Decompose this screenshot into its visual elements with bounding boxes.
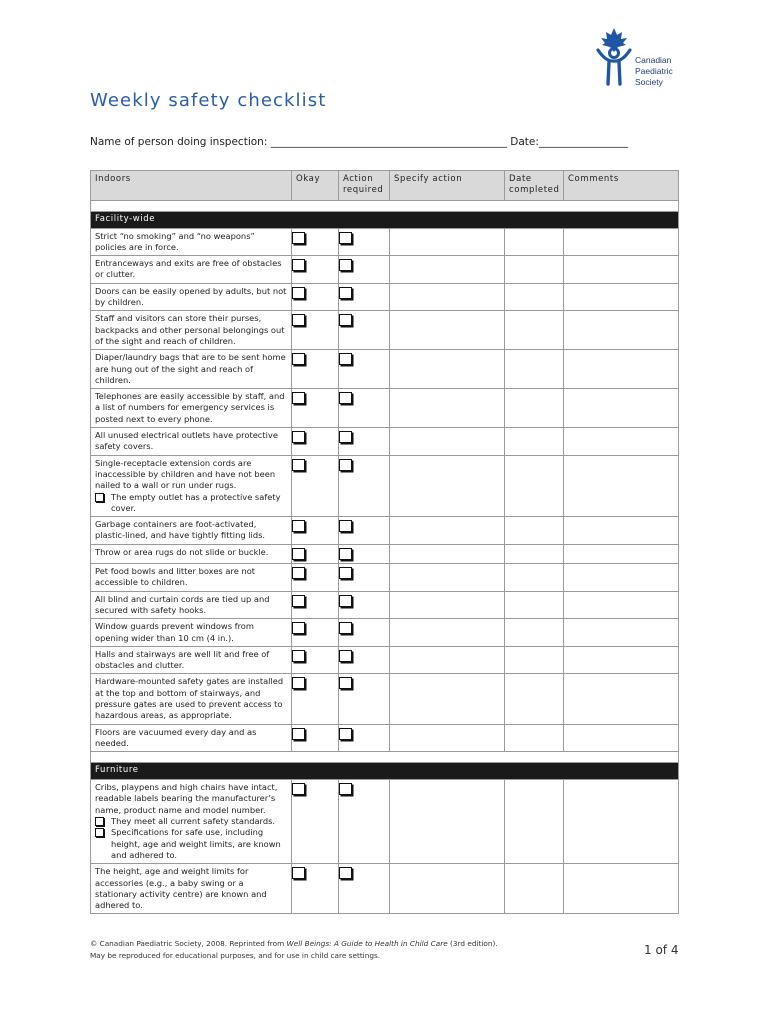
action-required-checkbox-cell bbox=[339, 228, 390, 256]
action-required-checkbox-cell bbox=[339, 517, 390, 545]
okay-checkbox[interactable] bbox=[292, 459, 305, 471]
checklist-row bbox=[91, 455, 679, 516]
spacer-row bbox=[91, 752, 679, 763]
header-specify-action: Specify action bbox=[390, 171, 505, 201]
specify-action-cell[interactable] bbox=[390, 780, 505, 864]
section-header-furniture bbox=[91, 763, 679, 780]
footer-copyright bbox=[90, 938, 498, 962]
specify-action-cell[interactable] bbox=[390, 228, 505, 256]
section-label: Furniture bbox=[91, 763, 679, 780]
item-text-cell bbox=[91, 283, 292, 311]
item-text: Cribs, playpens and high chairs have intact, readable labels bearing the manufacturer’s name, product name and model number. bbox=[95, 782, 278, 815]
cps-logo bbox=[592, 26, 692, 90]
checklist-row bbox=[91, 428, 679, 456]
spacer-cell bbox=[91, 752, 679, 763]
item-text: Floors are vacuumed every day and as needed. bbox=[95, 726, 257, 748]
checklist-row bbox=[91, 564, 679, 592]
checklist-row bbox=[91, 780, 679, 864]
action-required-checkbox-cell bbox=[339, 350, 390, 389]
comments-cell[interactable] bbox=[564, 619, 679, 647]
checklist-row bbox=[91, 724, 679, 752]
date-completed-cell[interactable] bbox=[505, 256, 564, 284]
header-row bbox=[91, 171, 679, 201]
okay-checkbox-cell bbox=[292, 228, 339, 256]
date-completed-cell[interactable] bbox=[505, 283, 564, 311]
date-completed-cell[interactable] bbox=[505, 646, 564, 674]
item-text: Throw or area rugs do not slide or buckle. bbox=[95, 546, 269, 557]
footer-line-1 bbox=[90, 938, 498, 950]
item-text-cell bbox=[91, 864, 292, 914]
item-text: All blind and curtain cords are tied up and secured with safety hooks. bbox=[95, 593, 270, 615]
date-completed-cell[interactable] bbox=[505, 864, 564, 914]
action-required-checkbox-cell bbox=[339, 674, 390, 724]
date-completed-cell[interactable] bbox=[505, 591, 564, 619]
date-completed-cell[interactable] bbox=[505, 350, 564, 389]
comments-cell[interactable] bbox=[564, 311, 679, 350]
checklist-row bbox=[91, 544, 679, 563]
footer-credit: © Canadian Paediatric Society, 2008. Reprinted from bbox=[90, 939, 287, 948]
item-text: Halls and stairways are well lit and free of obstacles and clutter. bbox=[95, 648, 270, 671]
item-text-cell bbox=[91, 646, 292, 674]
comments-cell[interactable] bbox=[564, 544, 679, 563]
okay-checkbox[interactable] bbox=[292, 548, 305, 560]
action-required-checkbox[interactable] bbox=[339, 650, 352, 662]
sub-checkbox[interactable] bbox=[95, 493, 104, 502]
specify-action-cell[interactable] bbox=[390, 311, 505, 350]
sub-checkbox[interactable] bbox=[95, 828, 104, 837]
item-text: Entranceways and exits are free of obstacles or clutter. bbox=[95, 258, 282, 280]
action-required-checkbox-cell bbox=[339, 864, 390, 914]
item-text: Telephones are easily accessible by staff, and a list of numbers for emergency services is posted next to every phone. bbox=[95, 391, 285, 424]
specify-action-cell[interactable] bbox=[390, 646, 505, 674]
page-title: Weekly safety checklist bbox=[90, 90, 327, 111]
action-required-checkbox-cell bbox=[339, 428, 390, 456]
specify-action-cell[interactable] bbox=[390, 564, 505, 592]
sub-checkbox-item bbox=[95, 816, 287, 827]
sub-checkbox-item bbox=[95, 827, 287, 861]
sub-item-text: Specifications for safe use, including height, age and weight limits, are known and adhered to. bbox=[111, 827, 281, 860]
specify-action-cell[interactable] bbox=[390, 455, 505, 516]
item-text: Garbage containers are foot-activated, plastic-lined, and have tightly fitting lids. bbox=[95, 519, 266, 541]
item-text: Single-receptacle extension cords are inaccessible by children and have not been nailed to a wall or run under rugs. bbox=[95, 457, 276, 491]
action-required-checkbox-cell bbox=[339, 283, 390, 311]
comments-cell[interactable] bbox=[564, 389, 679, 428]
action-required-checkbox[interactable] bbox=[339, 459, 352, 471]
item-text: Doors can be easily opened by adults, but not by children. bbox=[95, 285, 287, 308]
comments-cell[interactable] bbox=[564, 455, 679, 516]
checklist-row bbox=[91, 674, 679, 724]
comments-cell[interactable] bbox=[564, 780, 679, 864]
date-completed-cell[interactable] bbox=[505, 780, 564, 864]
checklist-row bbox=[91, 517, 679, 545]
footer-edition: (3rd edition). bbox=[447, 939, 498, 948]
logo-line-2: Paediatric bbox=[635, 66, 673, 76]
date-completed-cell[interactable] bbox=[505, 228, 564, 256]
header-okay: Okay bbox=[292, 171, 339, 201]
comments-cell[interactable] bbox=[564, 517, 679, 545]
action-required-checkbox-cell bbox=[339, 389, 390, 428]
okay-checkbox-cell bbox=[292, 350, 339, 389]
item-text-cell bbox=[91, 517, 292, 545]
okay-checkbox-cell bbox=[292, 646, 339, 674]
logo-line-3: Society bbox=[635, 77, 663, 87]
item-text-cell bbox=[91, 724, 292, 752]
okay-checkbox[interactable] bbox=[292, 567, 305, 579]
okay-checkbox[interactable] bbox=[292, 728, 305, 740]
action-required-checkbox[interactable] bbox=[339, 595, 352, 607]
okay-checkbox-cell bbox=[292, 517, 339, 545]
item-text-cell bbox=[91, 228, 292, 256]
okay-checkbox[interactable] bbox=[292, 232, 305, 244]
specify-action-cell[interactable] bbox=[390, 350, 505, 389]
okay-checkbox[interactable] bbox=[292, 595, 305, 607]
item-text-cell bbox=[91, 564, 292, 592]
header-date-line1: Date bbox=[509, 174, 532, 184]
header-comments: Comments bbox=[564, 171, 679, 201]
item-text-cell bbox=[91, 455, 292, 516]
action-required-checkbox[interactable] bbox=[339, 677, 352, 689]
okay-checkbox[interactable] bbox=[292, 287, 305, 299]
action-required-checkbox[interactable] bbox=[339, 392, 352, 404]
logo-line-1: Canadian bbox=[635, 55, 672, 65]
item-text-cell bbox=[91, 311, 292, 350]
specify-action-cell[interactable] bbox=[390, 256, 505, 284]
inspector-name-date-line[interactable]: Name of person doing inspection: _____________________________________________ Date:_________________ bbox=[90, 136, 629, 148]
action-required-checkbox[interactable] bbox=[339, 431, 352, 443]
checklist-row bbox=[91, 228, 679, 256]
comments-cell[interactable] bbox=[564, 724, 679, 752]
specify-action-cell[interactable] bbox=[390, 428, 505, 456]
action-required-checkbox-cell bbox=[339, 455, 390, 516]
okay-checkbox-cell bbox=[292, 544, 339, 563]
date-completed-cell[interactable] bbox=[505, 517, 564, 545]
comments-cell[interactable] bbox=[564, 228, 679, 256]
header-date-line2: completed bbox=[509, 185, 560, 196]
action-required-checkbox[interactable] bbox=[339, 728, 352, 740]
item-text: Diaper/laundry bags that are to be sent home are hung out of the sight and reach of children. bbox=[95, 352, 286, 385]
comments-cell[interactable] bbox=[564, 256, 679, 284]
checklist-row bbox=[91, 350, 679, 389]
okay-checkbox[interactable] bbox=[292, 867, 305, 879]
okay-checkbox[interactable] bbox=[292, 431, 305, 443]
checklist-table bbox=[90, 170, 679, 914]
checklist-row bbox=[91, 646, 679, 674]
action-required-checkbox[interactable] bbox=[339, 314, 352, 326]
header-date-completed bbox=[505, 171, 564, 201]
item-text-cell bbox=[91, 591, 292, 619]
action-required-checkbox[interactable] bbox=[339, 353, 352, 365]
action-required-checkbox[interactable] bbox=[339, 783, 352, 795]
item-text: Strict “no smoking” and “no weapons” policies are in force. bbox=[95, 230, 255, 252]
checklist-row bbox=[91, 283, 679, 311]
header-action-line2: required bbox=[343, 185, 384, 196]
header-action-line1: Action bbox=[343, 174, 374, 184]
okay-checkbox[interactable] bbox=[292, 677, 305, 689]
specify-action-cell[interactable] bbox=[390, 591, 505, 619]
action-required-checkbox-cell bbox=[339, 311, 390, 350]
action-required-checkbox-cell bbox=[339, 780, 390, 864]
action-required-checkbox[interactable] bbox=[339, 259, 352, 271]
date-completed-cell[interactable] bbox=[505, 455, 564, 516]
item-text: Hardware-mounted safety gates are installed at the top and bottom of stairways, and pressure gates are used to prevent access to hazardous areas, as appropriate. bbox=[95, 676, 284, 721]
date-completed-cell[interactable] bbox=[505, 389, 564, 428]
sub-checkbox-item bbox=[95, 492, 287, 515]
okay-checkbox[interactable] bbox=[292, 392, 305, 404]
action-required-checkbox-cell bbox=[339, 724, 390, 752]
checklist-row bbox=[91, 389, 679, 428]
header-action-required bbox=[339, 171, 390, 201]
date-completed-cell[interactable] bbox=[505, 311, 564, 350]
action-required-checkbox[interactable] bbox=[339, 287, 352, 299]
item-text-cell bbox=[91, 780, 292, 864]
okay-checkbox-cell bbox=[292, 564, 339, 592]
spacer-cell bbox=[91, 200, 679, 211]
okay-checkbox[interactable] bbox=[292, 520, 305, 532]
okay-checkbox-cell bbox=[292, 591, 339, 619]
item-text: The height, age and weight limits for accessories (e.g., a baby swing or a stationary activity centre) are known and adhered to. bbox=[95, 866, 267, 911]
okay-checkbox-cell bbox=[292, 724, 339, 752]
spacer-row bbox=[91, 200, 679, 211]
action-required-checkbox-cell bbox=[339, 544, 390, 563]
date-completed-cell[interactable] bbox=[505, 544, 564, 563]
specify-action-cell[interactable] bbox=[390, 517, 505, 545]
date-completed-cell[interactable] bbox=[505, 564, 564, 592]
okay-checkbox-cell bbox=[292, 780, 339, 864]
date-completed-cell[interactable] bbox=[505, 619, 564, 647]
comments-cell[interactable] bbox=[564, 864, 679, 914]
okay-checkbox-cell bbox=[292, 619, 339, 647]
item-text-cell bbox=[91, 256, 292, 284]
item-text-cell bbox=[91, 674, 292, 724]
okay-checkbox-cell bbox=[292, 864, 339, 914]
comments-cell[interactable] bbox=[564, 646, 679, 674]
action-required-checkbox-cell bbox=[339, 646, 390, 674]
comments-cell[interactable] bbox=[564, 350, 679, 389]
comments-cell[interactable] bbox=[564, 428, 679, 456]
comments-cell[interactable] bbox=[564, 674, 679, 724]
item-text-cell bbox=[91, 350, 292, 389]
action-required-checkbox-cell bbox=[339, 619, 390, 647]
action-required-checkbox[interactable] bbox=[339, 867, 352, 879]
footer-book-title: Well Beings: A Guide to Health in Child Care bbox=[286, 939, 448, 948]
maple-leaf-child-icon bbox=[592, 26, 636, 90]
comments-cell[interactable] bbox=[564, 283, 679, 311]
action-required-checkbox-cell bbox=[339, 256, 390, 284]
okay-checkbox-cell bbox=[292, 389, 339, 428]
okay-checkbox-cell bbox=[292, 283, 339, 311]
sub-checkbox[interactable] bbox=[95, 817, 104, 826]
okay-checkbox-cell bbox=[292, 311, 339, 350]
action-required-checkbox[interactable] bbox=[339, 232, 352, 244]
action-required-checkbox-cell bbox=[339, 591, 390, 619]
okay-checkbox[interactable] bbox=[292, 783, 305, 795]
item-text-cell bbox=[91, 544, 292, 563]
okay-checkbox[interactable] bbox=[292, 622, 305, 634]
checklist-row bbox=[91, 256, 679, 284]
comments-cell[interactable] bbox=[564, 564, 679, 592]
okay-checkbox-cell bbox=[292, 674, 339, 724]
footer-line-2: May be reproduced for educational purposes, and for use in child care settings. bbox=[90, 951, 381, 960]
item-text: Pet food bowls and litter boxes are not accessible to children. bbox=[95, 566, 256, 588]
specify-action-cell[interactable] bbox=[390, 544, 505, 563]
item-text-cell bbox=[91, 389, 292, 428]
checklist-row bbox=[91, 619, 679, 647]
okay-checkbox[interactable] bbox=[292, 353, 305, 365]
date-completed-cell[interactable] bbox=[505, 674, 564, 724]
item-text: All unused electrical outlets have protective safety covers. bbox=[95, 430, 278, 452]
section-label: Facility-wide bbox=[91, 211, 679, 228]
action-required-checkbox[interactable] bbox=[339, 520, 352, 532]
checklist-row bbox=[91, 864, 679, 914]
okay-checkbox-cell bbox=[292, 455, 339, 516]
checklist-row bbox=[91, 591, 679, 619]
specify-action-cell[interactable] bbox=[390, 724, 505, 752]
item-text-cell bbox=[91, 619, 292, 647]
okay-checkbox[interactable] bbox=[292, 314, 305, 326]
specify-action-cell[interactable] bbox=[390, 674, 505, 724]
date-completed-cell[interactable] bbox=[505, 724, 564, 752]
comments-cell[interactable] bbox=[564, 591, 679, 619]
date-completed-cell[interactable] bbox=[505, 428, 564, 456]
item-text: Window guards prevent windows from opening wider than 10 cm (4 in.). bbox=[95, 621, 254, 643]
sub-item-text: They meet all current safety standards. bbox=[111, 816, 276, 827]
sub-item-text: The empty outlet has a protective safety cover. bbox=[111, 491, 281, 513]
page-number: 1 of 4 bbox=[644, 943, 679, 957]
checklist-body bbox=[91, 200, 679, 914]
okay-checkbox-cell bbox=[292, 428, 339, 456]
header-indoors: Indoors bbox=[91, 171, 292, 201]
okay-checkbox-cell bbox=[292, 256, 339, 284]
okay-checkbox[interactable] bbox=[292, 650, 305, 662]
action-required-checkbox-cell bbox=[339, 564, 390, 592]
item-text: Staff and visitors can store their purses, backpacks and other personal belongings out of the sight and reach of children. bbox=[95, 313, 285, 346]
specify-action-cell[interactable] bbox=[390, 619, 505, 647]
logo-text bbox=[635, 55, 673, 88]
okay-checkbox[interactable] bbox=[292, 259, 305, 271]
checklist-row bbox=[91, 311, 679, 350]
item-text-cell bbox=[91, 428, 292, 456]
specify-action-cell[interactable] bbox=[390, 283, 505, 311]
specify-action-cell[interactable] bbox=[390, 864, 505, 914]
action-required-checkbox[interactable] bbox=[339, 622, 352, 634]
action-required-checkbox[interactable] bbox=[339, 567, 352, 579]
specify-action-cell[interactable] bbox=[390, 389, 505, 428]
section-header-facility bbox=[91, 211, 679, 228]
action-required-checkbox[interactable] bbox=[339, 548, 352, 560]
